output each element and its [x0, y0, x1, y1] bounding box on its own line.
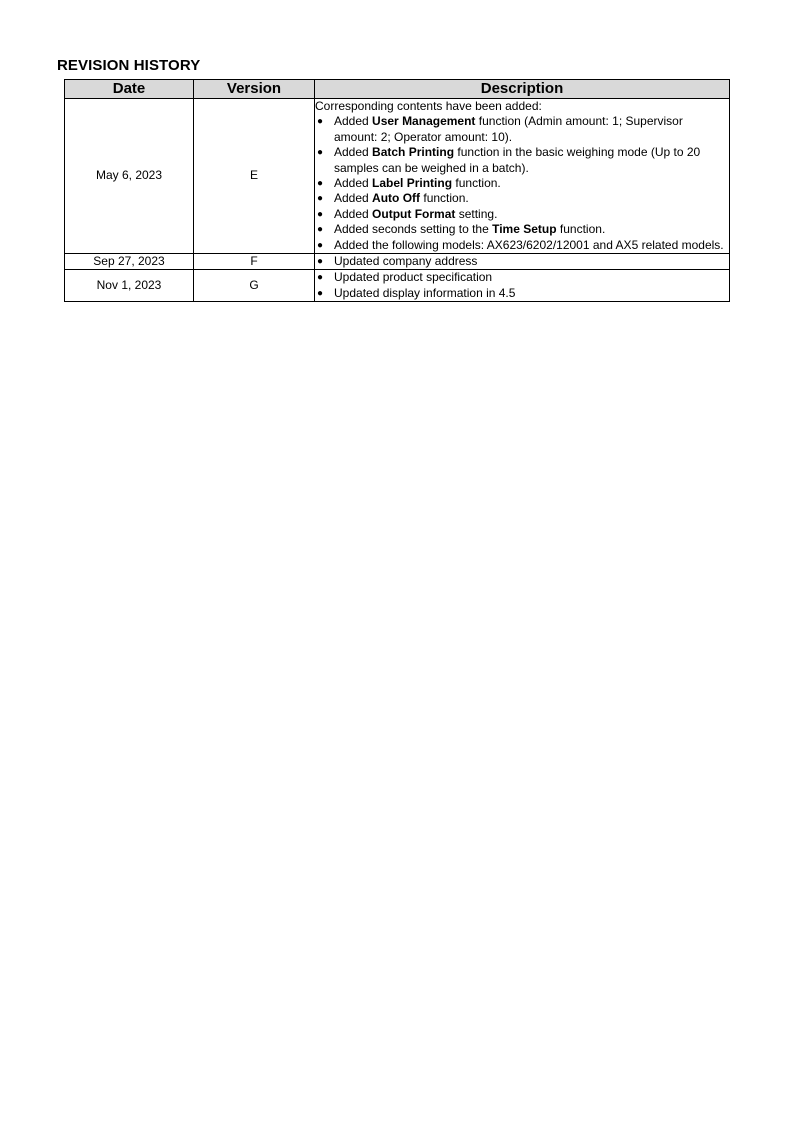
- version-cell: G: [194, 270, 315, 302]
- feature-name: Label Printing: [372, 176, 453, 191]
- change-text: function.: [452, 176, 501, 191]
- change-item: [315, 114, 729, 145]
- change-text: Added: [334, 114, 373, 129]
- feature-name: Auto Off: [372, 191, 421, 206]
- date-cell: Nov 1, 2023: [65, 270, 194, 302]
- bullet-icon: ●: [317, 208, 324, 220]
- change-item: [315, 191, 729, 206]
- date-cell: Sep 27, 2023: [65, 254, 194, 270]
- change-item: [315, 207, 729, 222]
- page-title: REVISION HISTORY: [57, 57, 201, 74]
- column-header-version: Version: [194, 80, 315, 99]
- description-cell: [315, 270, 730, 302]
- change-item: [315, 176, 729, 191]
- change-item: [315, 254, 729, 269]
- bullet-icon: ●: [317, 256, 324, 268]
- version-cell: E: [194, 99, 315, 254]
- change-text: Added: [334, 191, 373, 206]
- bullet-icon: ●: [317, 224, 324, 236]
- description-intro: Corresponding contents have been added:: [315, 99, 542, 113]
- version-cell: F: [194, 254, 315, 270]
- column-header-description: Description: [315, 80, 730, 99]
- change-text: Updated product specification: [334, 270, 493, 285]
- bullet-icon: ●: [317, 193, 324, 205]
- bullet-icon: ●: [317, 178, 324, 190]
- change-text: function in the basic weighing mode (Up to 20 samples can be weighed in a batch).: [334, 145, 701, 175]
- description-cell: [315, 254, 730, 270]
- change-text: function.: [420, 191, 469, 206]
- bullet-icon: ●: [317, 239, 324, 251]
- change-text: Added the following models: AX623/6202/12001 and AX5 related models.: [334, 237, 724, 252]
- bullet-icon: ●: [317, 147, 324, 159]
- change-list: [315, 254, 729, 269]
- change-item: [315, 238, 729, 253]
- change-text: Added: [334, 176, 373, 191]
- change-item: [315, 145, 729, 176]
- bullet-icon: ●: [317, 272, 324, 284]
- change-list: [315, 114, 729, 253]
- bullet-icon: ●: [317, 116, 324, 128]
- feature-name: User Management: [372, 114, 476, 129]
- feature-name: Output Format: [372, 206, 456, 221]
- change-list: [315, 270, 729, 301]
- revision-history-table: [64, 79, 730, 302]
- description-cell: [315, 99, 730, 254]
- change-text: setting.: [455, 206, 498, 221]
- change-item: [315, 222, 729, 237]
- feature-name: Batch Printing: [372, 145, 455, 160]
- change-item: [315, 286, 729, 301]
- bullet-icon: ●: [317, 287, 324, 299]
- change-text: Updated display information in 4.5: [334, 285, 516, 300]
- change-text: Updated company address: [334, 254, 478, 269]
- change-item: [315, 270, 729, 285]
- column-header-date: Date: [65, 80, 194, 99]
- table-row: [65, 99, 730, 254]
- feature-name: Time Setup: [492, 222, 557, 237]
- change-text: Added: [334, 145, 373, 160]
- change-text: Added: [334, 206, 373, 221]
- table-row: [65, 270, 730, 302]
- table-header-row: [65, 80, 730, 99]
- change-text: function.: [556, 222, 606, 237]
- table-row: [65, 254, 730, 270]
- change-text: function (Admin amount: 1; Supervisor amount: 2; Operator amount: 10).: [334, 114, 683, 144]
- date-cell: May 6, 2023: [65, 99, 194, 254]
- change-text: Added seconds setting to the: [334, 222, 493, 237]
